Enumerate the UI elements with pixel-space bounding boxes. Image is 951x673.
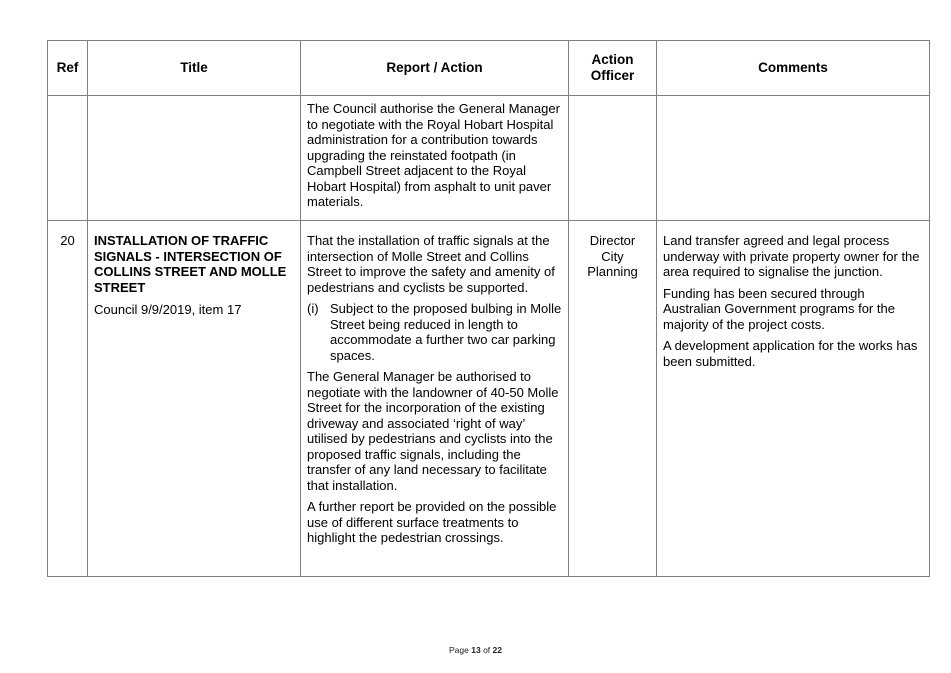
row-20-comment-3: A development application for the works has been submitted.: [663, 338, 918, 369]
header-action-officer: [569, 41, 657, 96]
row-20-officer-line-3: Planning: [587, 264, 638, 279]
row-20-report-para-1: That the installation of traffic signals at the intersection of Molle Street and Collins Street to improve the safety and amenity of pedestrians and cyclists be supported.: [307, 233, 555, 295]
header-comments: Comments: [657, 41, 930, 96]
header-ref: Ref: [48, 41, 88, 96]
row-20-comment-2: Funding has been secured through Australian Government programs for the majority of the project costs.: [663, 285, 895, 332]
header-report-action: Report / Action: [301, 41, 569, 96]
row-20-comment-1: Land transfer agreed and legal process underway with private property owner for the area required to signalise the junction.: [663, 233, 920, 279]
row-20-officer-line-2: City: [601, 248, 624, 264]
header-officer-line-1: Action: [591, 52, 634, 67]
row-20-title: INSTALLATION OF TRAFFIC SIGNALS - INTERSECTION OF COLLINS STREET AND MOLLE STREET: [94, 233, 287, 295]
cont-title-cell: [88, 96, 301, 221]
footer-of-label: of: [483, 645, 491, 655]
header-title: Title: [88, 41, 301, 96]
row-20-report-para-3: A further report be provided on the possible use of different surface treatments to highlight the pedestrian crossings.: [307, 499, 557, 545]
row-20-report-para-2: The General Manager be authorised to negotiate with the landowner of 40-50 Molle Street for the incorporation of the existing driveway and associated ‘right of way’ utilised by pedestrians and cyclists into the proposed traffic signals, including the transfer of any land necessary to facilitate that installation.: [307, 369, 559, 493]
row-20-subtitle: Council 9/9/2019, item 17: [94, 302, 242, 317]
row-20-report-list-item: [307, 301, 562, 363]
cont-officer-cell: [569, 96, 657, 221]
row-20-title-cell: [88, 221, 301, 577]
row-20-comments-cell: [657, 221, 930, 577]
cont-report-text: The Council authorise the General Manager to negotiate with the Royal Hobart Hospital administration for a contribution towards upgrading the reinstated footpath (in Campbell Street adjacent to the Royal Hobart Hospital) from asphalt to unit paver materials.: [307, 101, 560, 209]
footer-page-label: Page: [448, 645, 469, 655]
table-header-row: [48, 41, 930, 96]
cont-ref-cell: [48, 96, 88, 221]
footer-page-total: 22: [492, 645, 502, 655]
table-row-20: [48, 221, 930, 577]
table-row-continuation: [48, 96, 930, 221]
page-footer: [0, 645, 951, 655]
list-item-marker: (i): [307, 301, 319, 316]
row-20-officer-line-1: Director: [589, 233, 636, 248]
footer-page-current: 13: [471, 645, 481, 655]
row-20-report-cell: [301, 221, 569, 577]
action-table: [47, 40, 930, 577]
cont-comments-cell: [657, 96, 930, 221]
cont-report-cell: [301, 96, 569, 221]
list-item-text: Subject to the proposed bulbing in Molle Street being reduced in length to accommodate a further two car parking spaces.: [330, 301, 562, 363]
row-20-officer-cell: [569, 221, 657, 577]
header-officer-line-2: Officer: [590, 68, 635, 83]
row-20-ref: 20: [48, 221, 88, 577]
